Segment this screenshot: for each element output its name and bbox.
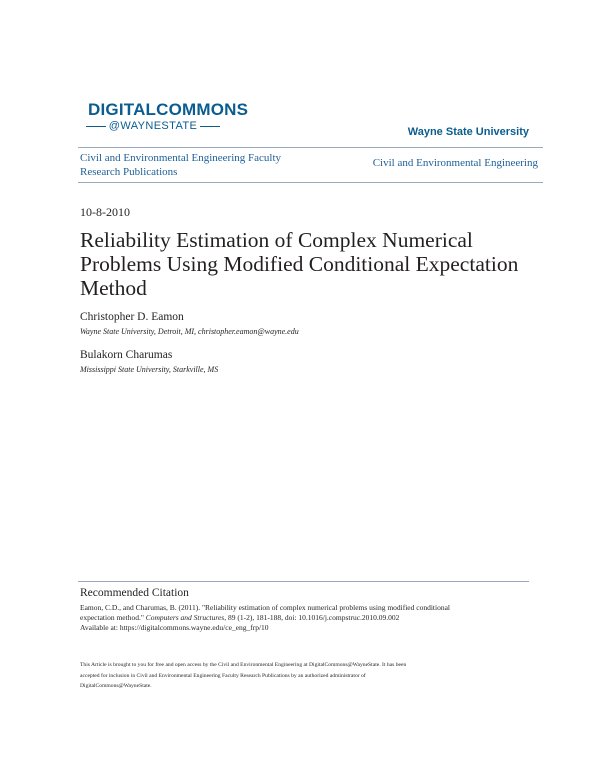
citation-line: Eamon, C.D., and Charumas, B. (2011). "Reliability estimation of complex numerical problems using modified conditional <box>80 603 451 612</box>
publication-date: 10-8-2010 <box>80 205 130 219</box>
citation-text: expectation method." <box>80 613 144 622</box>
author-affiliation: Mississippi State University, Starkville, MS <box>80 365 219 374</box>
notice-line: DigitalCommons@WayneState. <box>80 683 152 689</box>
logo-subtitle: @WAYNESTATE <box>108 120 198 132</box>
article-title: Reliability Estimation of Complex Numerical Problems Using Modified Conditional Expectation Method <box>80 228 519 300</box>
notice-line: This Article is brought to you for free and open access by the Civil and Environmental Engineering at DigitalCommons@WayneState. It has been <box>80 662 407 668</box>
notice-line: accepted for inclusion in Civil and Environmental Engineering Faculty Research Publications by an authorized administrator of <box>80 672 366 679</box>
digitalcommons-logo: DIGITALCOMMONS <box>88 100 249 119</box>
citation-text: , 89 (1-2), 181-188, doi: 10.1016/j.compstruc.2010.09.002 <box>224 613 400 622</box>
author-affiliation: Wayne State University, Detroit, MI, christopher.eamon@wayne.edu <box>80 327 299 336</box>
citation-line <box>80 613 520 623</box>
citation-body <box>80 603 520 633</box>
citation-divider <box>78 581 529 582</box>
citation-source: Computers and Structures <box>145 613 225 622</box>
collection-link[interactable]: Civil and Environmental Engineering Faculty Research Publications <box>80 152 282 178</box>
department-link[interactable]: Civil and Environmental Engineering <box>372 157 538 169</box>
university-link[interactable]: Wayne State University <box>407 126 529 138</box>
logo-rule-right <box>200 126 220 127</box>
logo-rule-left <box>86 126 106 127</box>
author-name: Bulakorn Charumas <box>80 349 173 361</box>
access-notice <box>80 660 530 692</box>
citation-heading: Recommended Citation <box>80 587 189 599</box>
waynestate-logo-line <box>86 119 220 133</box>
citation-url[interactable]: Available at: https://digitalcommons.wayne.edu/ce_eng_frp/10 <box>80 623 269 632</box>
author-name: Christopher D. Eamon <box>80 311 184 323</box>
